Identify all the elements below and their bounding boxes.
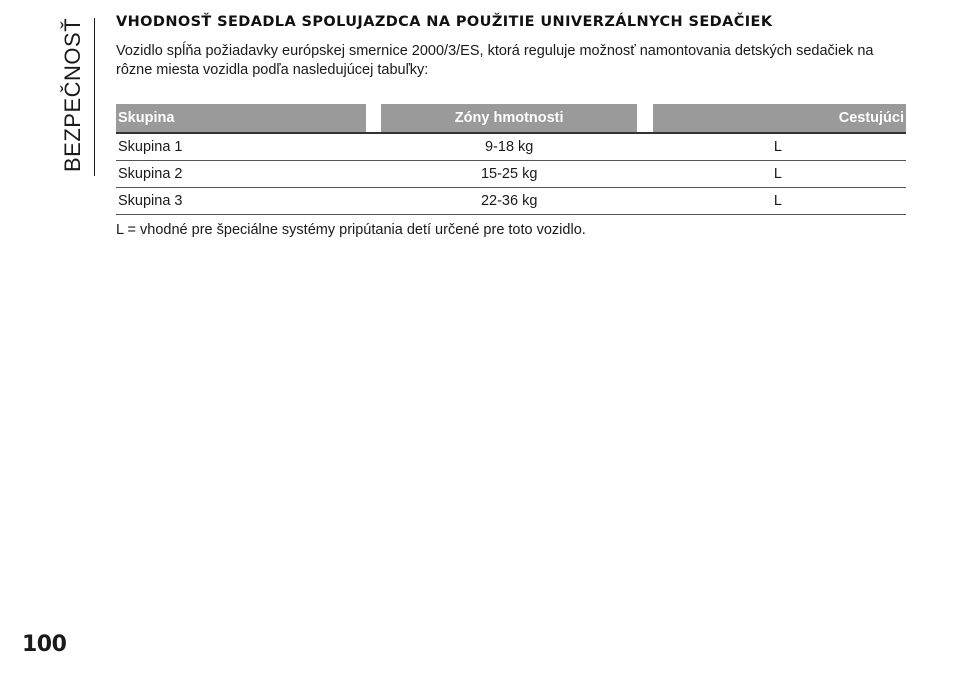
section-side-tab-label: BEZPEČNOSŤ [60, 17, 85, 172]
intro-paragraph: Vozidlo spĺňa požiadavky európskej smernice 2000/3/ES, ktorá reguluje možnosť namontovania detských sedačiek na rôzne miesta vozidla podľa nasledujúcej tabuľky: [116, 43, 874, 78]
table-row [116, 188, 906, 215]
table-row [116, 161, 906, 188]
cell-cestujuci: L [653, 134, 906, 161]
cell-zony-hmotnosti: 22-36 kg [381, 188, 637, 215]
child-seat-suitability-table [116, 104, 906, 215]
cell-cestujuci: L [653, 188, 906, 215]
cell-zony-hmotnosti: 9-18 kg [381, 134, 637, 161]
cell-skupina: Skupina 2 [116, 161, 366, 188]
header-skupina: Skupina [116, 104, 366, 134]
header-cestujuci: Cestujúci [653, 104, 906, 134]
section-title: VHODNOSŤ SEDADLA SPOLUJAZDCA NA POUŽITIE UNIVERZÁLNYCH SEDAČIEK [116, 14, 773, 30]
cell-cestujuci: L [653, 161, 906, 188]
cell-skupina: Skupina 1 [116, 134, 366, 161]
table-footnote: L = vhodné pre špeciálne systémy pripútania detí určené pre toto vozidlo. [116, 222, 586, 238]
page-number: 100 [22, 632, 67, 657]
header-gap [637, 104, 653, 134]
table-header-row [116, 104, 906, 134]
page-content [116, 14, 906, 238]
header-gap [366, 104, 382, 134]
table-row [116, 134, 906, 161]
header-zony-hmotnosti: Zóny hmotnosti [381, 104, 637, 134]
cell-zony-hmotnosti: 15-25 kg [381, 161, 637, 188]
cell-skupina: Skupina 3 [116, 188, 366, 215]
